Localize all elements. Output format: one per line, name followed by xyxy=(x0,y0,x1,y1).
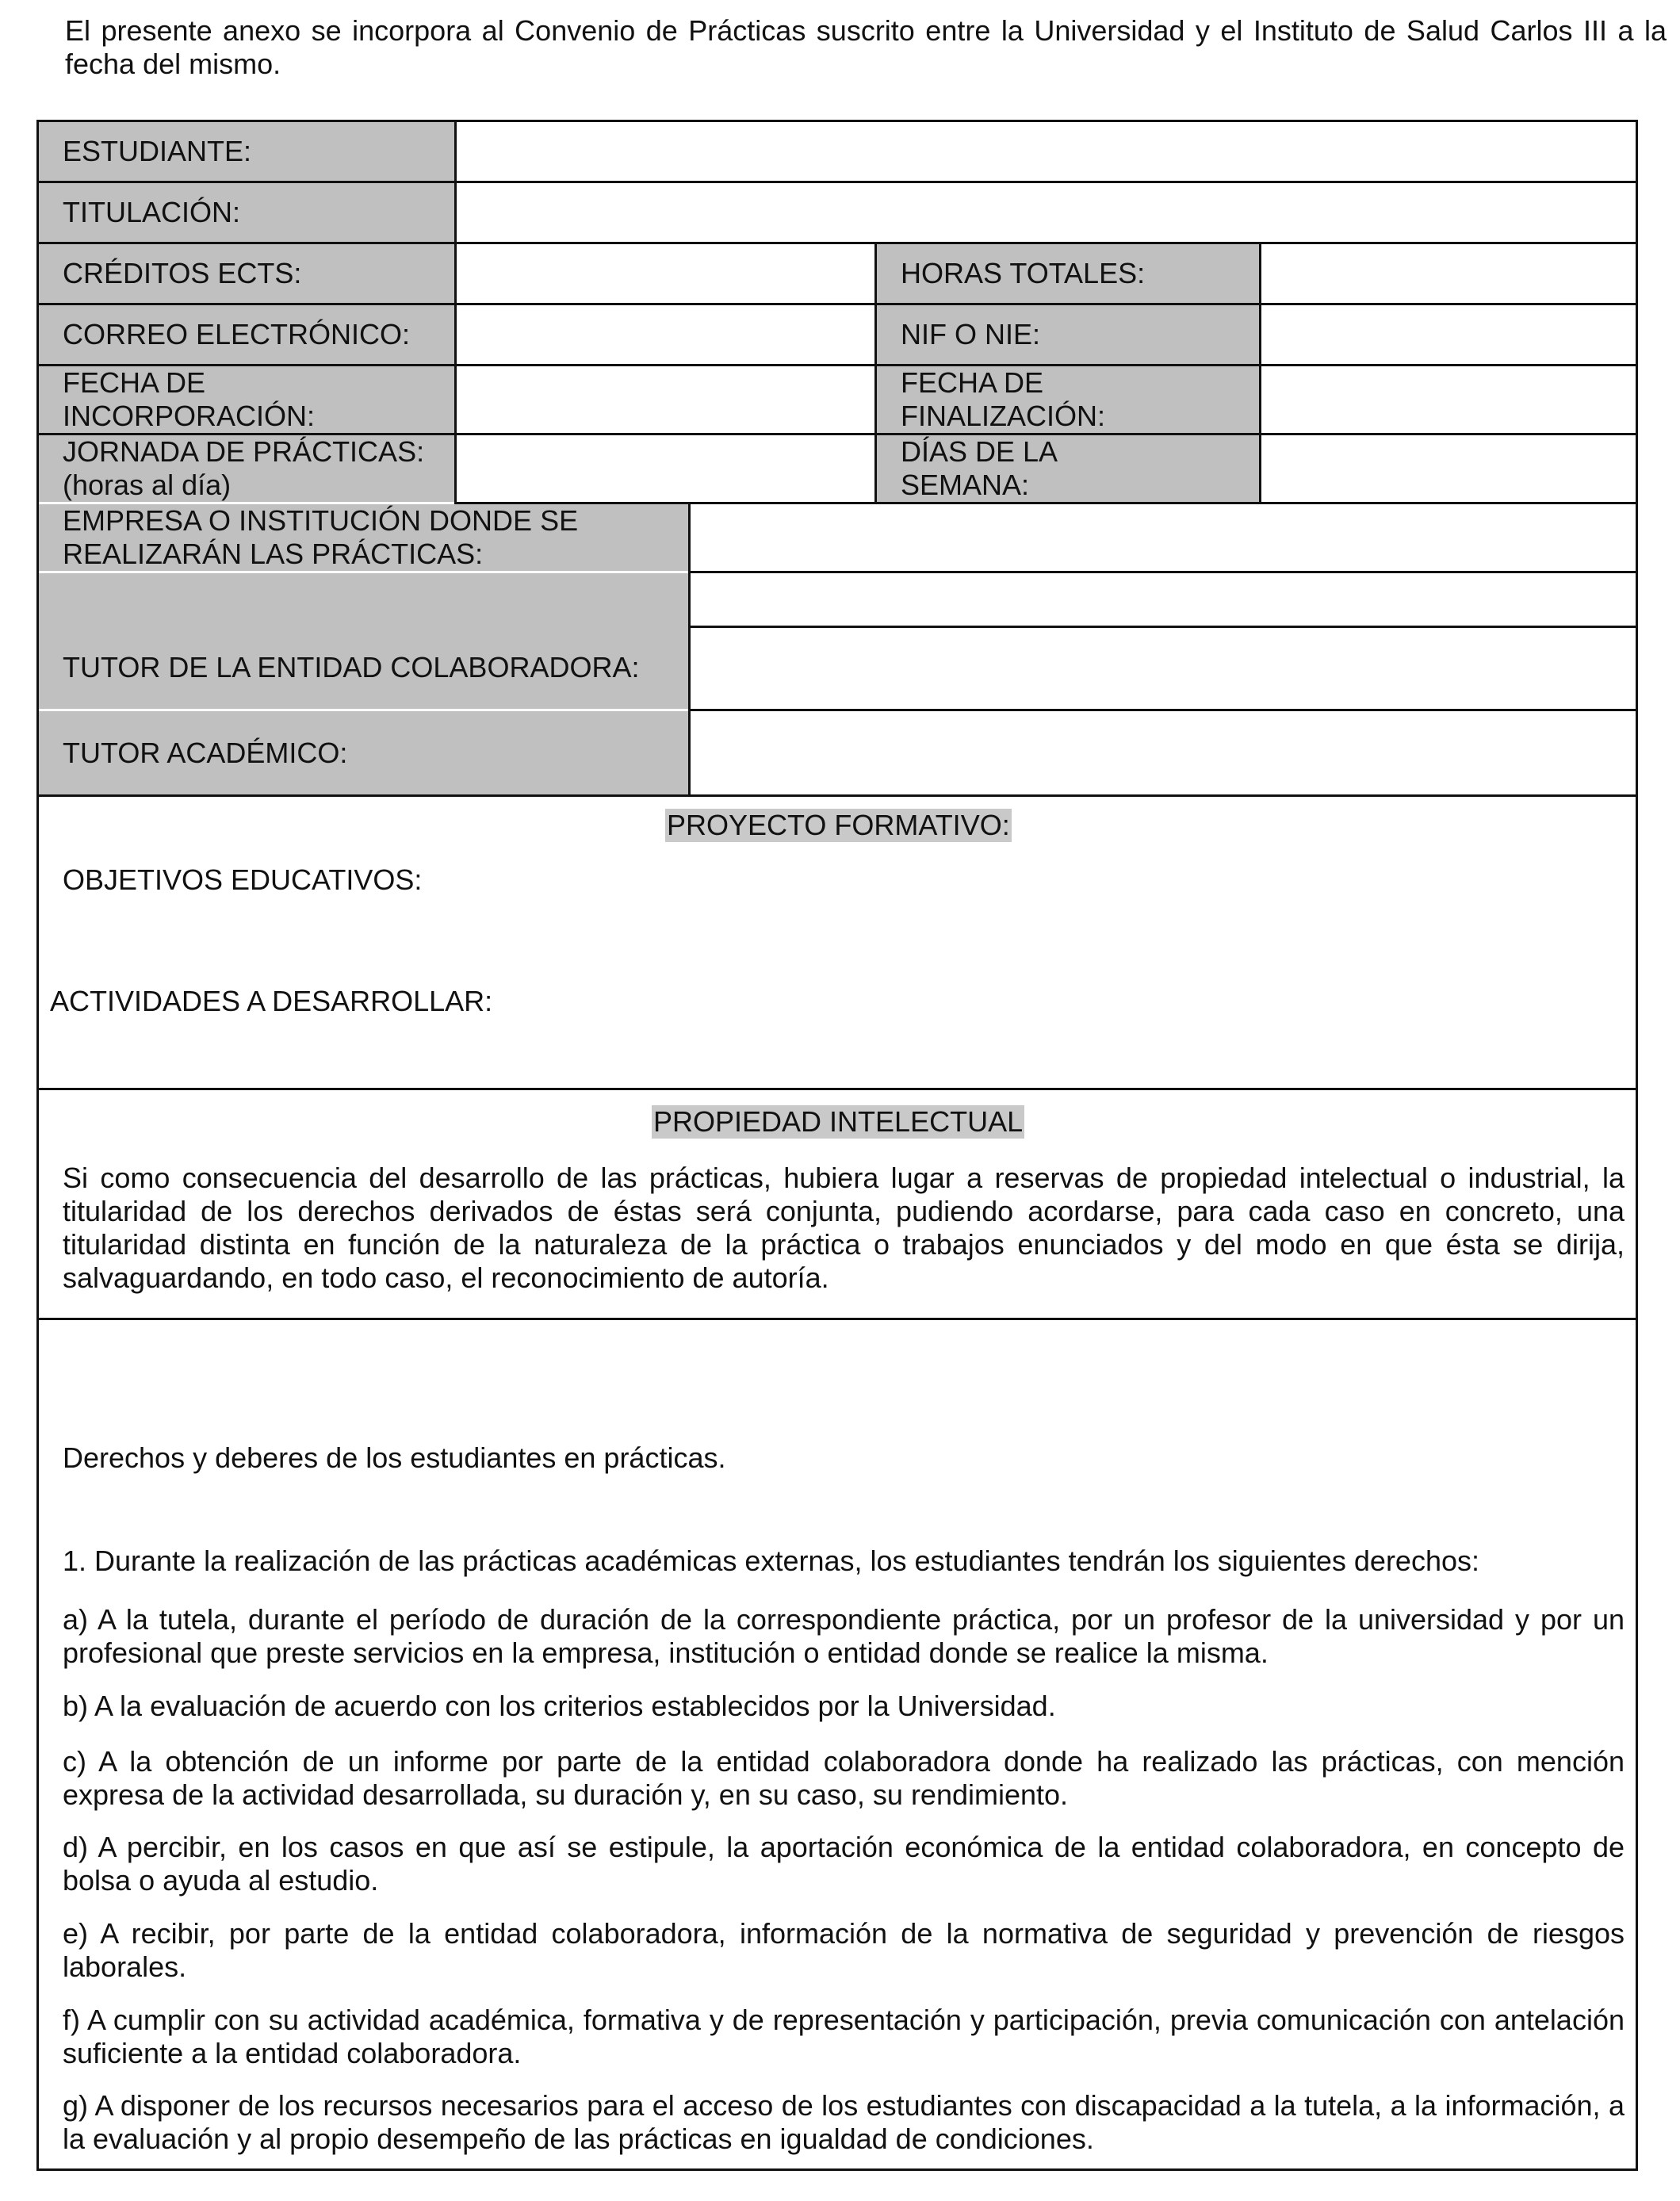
field-empresa-extra[interactable] xyxy=(691,573,1636,626)
grid-line xyxy=(39,1318,1636,1320)
objetivos-educativos-label: OBJETIVOS EDUCATIVOS: xyxy=(63,863,423,896)
label-empresa-institucion: EMPRESA O INSTITUCIÓN DONDE SE REALIZARÁN LAS PRÁCTICAS: xyxy=(39,504,688,571)
annex-form-frame xyxy=(36,120,1638,2171)
field-correo-electronico[interactable] xyxy=(457,305,874,364)
grid-line xyxy=(454,122,457,504)
grid-line xyxy=(688,504,691,794)
intro-line-1: El presente anexo se incorpora al Convenio de Prácticas suscrito entre la Universidad y el Instituto de Salud Carlos III a la xyxy=(65,14,1667,47)
field-fecha-finalizacion[interactable] xyxy=(1261,366,1636,433)
field-empresa-institucion[interactable] xyxy=(691,504,1636,571)
grid-line xyxy=(39,364,1636,366)
field-creditos-ects[interactable] xyxy=(457,244,874,303)
label-tutor-academico: TUTOR ACADÉMICO: xyxy=(39,711,688,794)
field-nif-nie[interactable] xyxy=(1261,305,1636,364)
derechos-item-d: d) A percibir, en los casos en que así se estipule, la aportación económica de la entidad colaboradora, en concepto de bolsa o ayuda al estudio. xyxy=(63,1831,1625,1897)
grid-line xyxy=(39,1088,1636,1090)
label-estudiante: ESTUDIANTE: xyxy=(39,122,454,181)
label-empty-row xyxy=(39,573,688,626)
field-tutor-entidad[interactable] xyxy=(691,628,1636,709)
field-titulacion[interactable] xyxy=(457,183,1636,242)
grid-line xyxy=(39,433,1636,435)
grid-line xyxy=(688,571,1636,573)
grid-line xyxy=(39,242,1636,244)
intro-paragraph xyxy=(65,14,1667,81)
label-nif-nie: NIF O NIE: xyxy=(877,305,1259,364)
derechos-item-b: b) A la evaluación de acuerdo con los criterios establecidos por la Universidad. xyxy=(63,1690,1056,1722)
label-horas-totales: HORAS TOTALES: xyxy=(877,244,1259,303)
derechos-item-a: a) A la tutela, durante el período de duración de la correspondiente práctica, por un profesor de la universidad y por un profesional que preste servicios en la empresa, institución o entidad donde se realice la misma. xyxy=(63,1603,1625,1669)
grid-line xyxy=(454,502,1636,504)
label-fecha-incorporacion: FECHA DE INCORPORACIÓN: xyxy=(39,366,454,433)
derechos-item-f: f) A cumplir con su actividad académica, formativa y de representación y participación, previa comunicación con antelación suficiente a la entidad colaboradora. xyxy=(63,2004,1625,2069)
label-correo-electronico: CORREO ELECTRÓNICO: xyxy=(39,305,454,364)
derechos-heading: Derechos y deberes de los estudiantes en prácticas. xyxy=(63,1441,726,1474)
derechos-intro: 1. Durante la realización de las prácticas académicas externas, los estudiantes tendrán los siguientes derechos: xyxy=(63,1545,1479,1577)
field-tutor-academico[interactable] xyxy=(691,711,1636,794)
field-jornada-practicas[interactable] xyxy=(457,435,874,502)
label-jornada-practicas: JORNADA DE PRÁCTICAS: (horas al día) xyxy=(39,435,454,502)
derechos-item-g: g) A disponer de los recursos necesarios para el acceso de los estudiantes con discapacidad a la tutela, a la información, a la evaluación y al propio desempeño de las prácticas en igualdad de condiciones. xyxy=(63,2089,1625,2155)
field-dias-semana[interactable] xyxy=(1261,435,1636,502)
grid-line xyxy=(39,181,1636,183)
proyecto-formativo-title: PROYECTO FORMATIVO: xyxy=(667,809,1010,841)
grid-line xyxy=(688,709,1636,711)
label-titulacion: TITULACIÓN: xyxy=(39,183,454,242)
grid-line xyxy=(688,626,1636,628)
field-fecha-incorporacion[interactable] xyxy=(457,366,874,433)
derechos-item-c: c) A la obtención de un informe por parte de la entidad colaboradora donde ha realizado las prácticas, con mención expresa de la actividad desarrollada, su duración y, en su caso, su rendimiento. xyxy=(63,1745,1625,1811)
field-horas-totales[interactable] xyxy=(1261,244,1636,303)
grid-line xyxy=(874,244,877,504)
label-creditos-ects: CRÉDITOS ECTS: xyxy=(39,244,454,303)
label-tutor-entidad: TUTOR DE LA ENTIDAD COLABORADORA: xyxy=(39,626,688,709)
grid-line xyxy=(39,303,1636,305)
field-estudiante[interactable] xyxy=(457,122,1636,181)
derechos-item-e: e) A recibir, por parte de la entidad colaboradora, información de la normativa de seguridad y prevención de riesgos laborales. xyxy=(63,1917,1625,1983)
label-fecha-finalizacion: FECHA DE FINALIZACIÓN: xyxy=(877,366,1259,433)
actividades-label: ACTIVIDADES A DESARROLLAR: xyxy=(50,985,493,1017)
label-dias-semana: DÍAS DE LA SEMANA: xyxy=(877,435,1259,502)
grid-line xyxy=(39,794,1636,797)
propiedad-intelectual-text: Si como consecuencia del desarrollo de las prácticas, hubiera lugar a reservas de propiedad intelectual o industrial, la titularidad de los derechos derivados de éstas será conjunta, pudiendo acordarse, para cada caso en concreto, una titularidad distinta en función de la naturaleza de la práctica o trabajos enunciados y del modo en que ésta se dirija, salvaguardando, en todo caso, el reconocimiento de autoría. xyxy=(63,1162,1625,1294)
propiedad-intelectual-title: PROPIEDAD INTELECTUAL xyxy=(653,1105,1024,1138)
intro-line-2: fecha del mismo. xyxy=(65,48,281,80)
grid-line xyxy=(1259,244,1261,504)
